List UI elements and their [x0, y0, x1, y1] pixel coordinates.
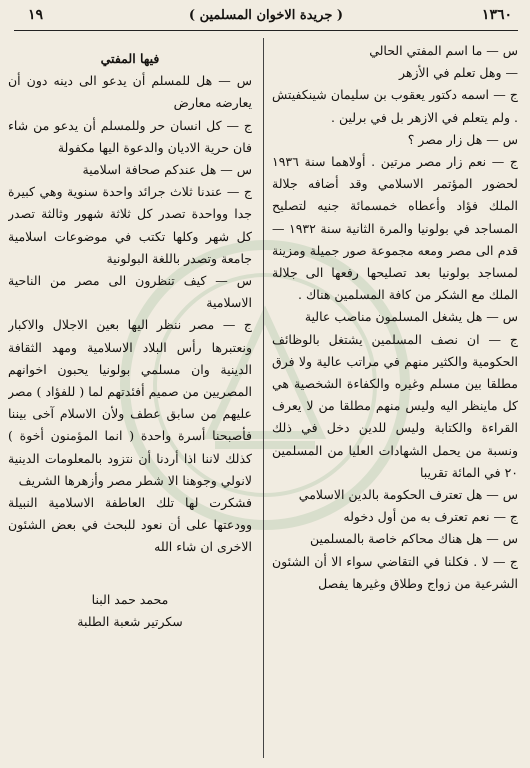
- right-column: [272, 40, 518, 758]
- qa-line: ج — ان نصف المسلمين يشتغل بالوظائف الحكومية والكثير منهم في مراتب عالية ولا فرق مطلقا بين مسلم وغيره والكفاءة الشخصية هي كل ماينظر اليه وليس منهم مطلقا من لا يعرف القراءة والكتابة وليس للدين دخل في ذلك ونسبة من يحمل الشهادات العليا من المسلمين ٢٠ في المائة تقريبا: [272, 331, 518, 480]
- qa-line: س — هل للمسلم أن يدعو الى دينه دون أن يعارضه معارض: [8, 73, 252, 111]
- qa-line: — وهل تعلم في الأزهر: [399, 65, 518, 81]
- qa-line: س — هل هناك محاكم خاصة بالمسلمين: [310, 531, 518, 547]
- qa-line: ج — نعم زار مصر مرتين . أولاهما سنة ١٩٣٦ لحضور المؤتمر الاسلامي وقد أضافه جلالة الملك فؤاد وأعطاه خمسمائة جنيه لتصليح المساجد في بولونيا والمرة الثانية سنة ١٩٣٢ — قدم الى مصر ومعه مجموعة صور جميلة ومزينة لمساجد بولونيا بعد تصليحها رفعها الى جلالة الملك مع الشكر من كافة المسلمين هناك .: [272, 154, 518, 303]
- qa-line: س — ما اسم المفتي الحالي: [369, 43, 518, 58]
- column-divider: [263, 38, 264, 758]
- signature-name: محمد حمد البنا: [91, 591, 169, 607]
- qa-line: ج — كل انسان حر وللمسلم أن يدعو من شاء فان حرية الاديان والدعوة اليها مكفولة: [8, 117, 252, 155]
- page-header: [14, 4, 518, 31]
- qa-line: ج — لا . فكلنا في التقاضي سواء الا أن الشئون الشرعية من زواج وطلاق وغيرها يفصل: [272, 553, 518, 591]
- qa-line: س — هل زار مصر ؟: [407, 131, 518, 147]
- qa-line: ج — مصر ننظر اليها بعين الاجلال والاكبار ونعتبرها رأس البلاد الاسلامية ومهد الثقافة الدينية وان مسلمي بولونيا يحبون اخوانهم المصريين من صميم أفئدتهم لما ( للفؤاد ) مصر عليهم من سابق عطف ولأن الاسلام آخى بيننا فأصبحنا أسرة واحدة ( انما المؤمنون أخوة ) كذلك لاننا اذا أردنا أن نتزود بالمعلومات الدينية لانولي وجوهنا الا شطر مصر وأزهرها الشريف: [8, 317, 252, 488]
- page-number-left: ١٩: [28, 7, 44, 23]
- page-number-right: ١٣٦٠: [481, 7, 512, 23]
- qa-line: ج — عندنا ثلاث جرائد واحدة سنوية وهي كبيرة جدا وواحدة تصدر كل ثلاثة شهور وثالثة تصدر كل شهر وكلها تكتب في موضوعات اسلامية جامعة وتصدر باللغة البولونية: [8, 184, 252, 266]
- left-column: [8, 48, 252, 766]
- qa-line: س — هل عندكم صحافة اسلامية: [82, 162, 252, 178]
- signature-title: سكرتير شعبة الطلبة: [77, 613, 183, 629]
- qa-line: ج — اسمه دكتور يعقوب بن سليمان شينكفيتش . ولم يتعلم في الازهر بل في برلين .: [272, 87, 518, 125]
- qa-line: س — هل يشغل المسلمون مناصب عالية: [304, 309, 518, 325]
- qa-line: س — كيف تنظرون الى مصر من الناحية الاسلامية: [8, 273, 252, 311]
- qa-line: ج — نعم تعترف به من أول دخوله: [343, 509, 518, 525]
- qa-line: س — هل تعترف الحكومة بالدين الاسلامي: [298, 487, 518, 503]
- column-heading: فيها المفتي: [100, 51, 160, 66]
- closing-paragraph: فشكرت لها تلك العاطفة الاسلامية النبيلة وودعتها على أن نعود للبحث في بعض الشئون الاخرى ان شاء الله: [8, 495, 252, 555]
- newspaper-title: ( جريدة الاخوان المسلمين ): [188, 8, 344, 23]
